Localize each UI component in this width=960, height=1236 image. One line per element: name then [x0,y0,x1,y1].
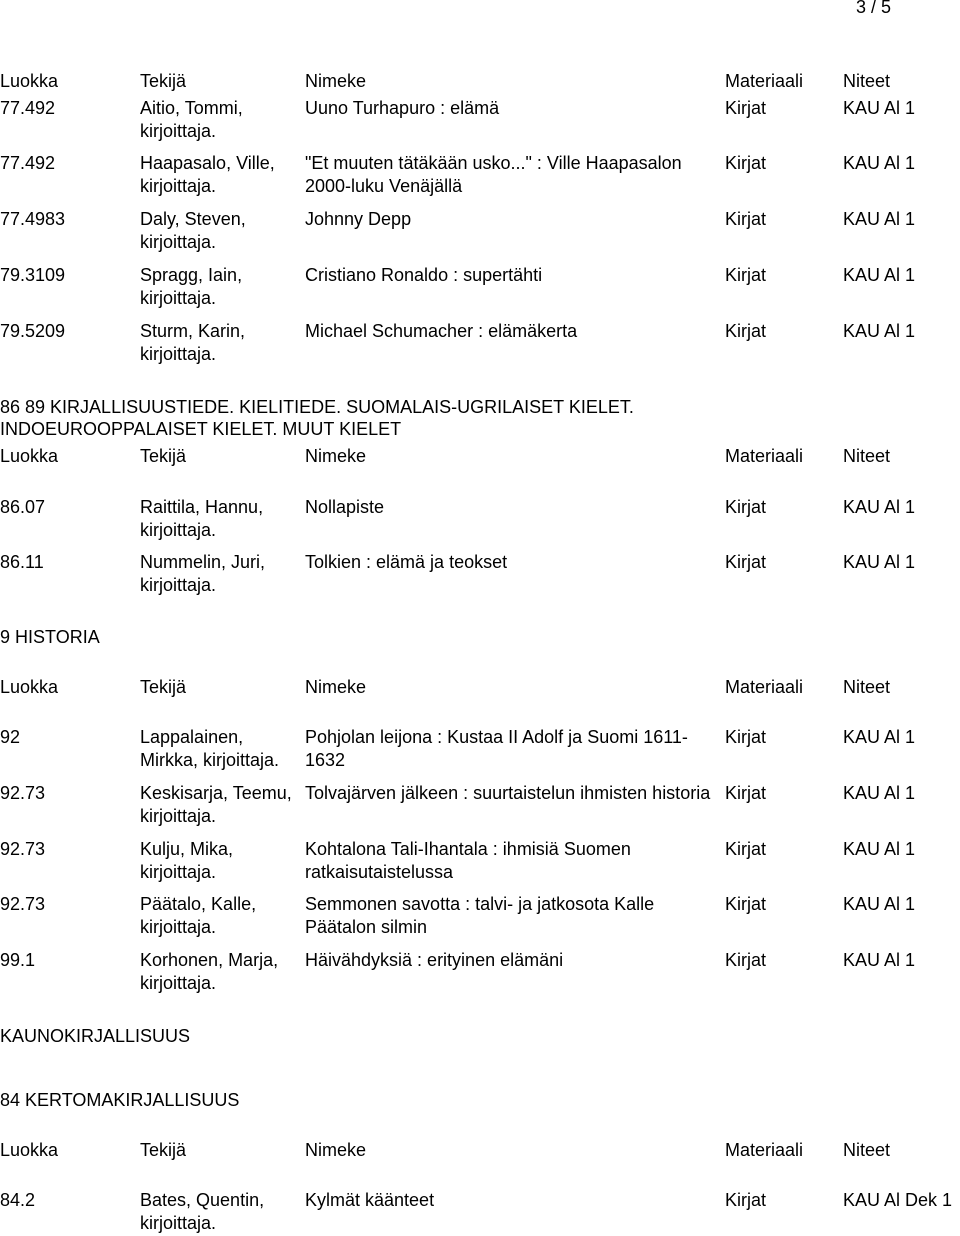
row-notes: KAU Al 1 [843,894,916,914]
row-class: 99.1 [0,950,36,970]
row-class: 86.07 [0,497,46,517]
row-class: 77.492 [0,98,56,118]
row-notes: KAU Al 1 [843,153,916,173]
row-material: Kirjat [725,950,767,970]
row-class: 92.73 [0,894,46,914]
header-material: Materiaali [725,1140,804,1160]
row-material: Kirjat [725,727,767,747]
row-author: Kulju, Mika, kirjoittaja. [140,839,234,882]
table-row [0,551,960,597]
table-row [0,726,960,772]
row-author: Lappalainen, Mirkka, kirjoittaja. [140,727,280,770]
row-author: Spragg, Iain, kirjoittaja. [140,265,243,308]
row-class: 77.4983 [0,209,66,229]
row-notes: KAU Al 1 [843,727,916,747]
table-row [0,208,960,254]
row-material: Kirjat [725,497,767,517]
row-material: Kirjat [725,894,767,914]
table-header [0,70,960,93]
header-title: Nimeke [305,71,367,91]
row-class: 92.73 [0,783,46,803]
table-row [0,320,960,366]
header-author: Tekijä [140,1140,187,1160]
row-author: Haapasalo, Ville, kirjoittaja. [140,153,275,196]
header-notes: Niteet [843,446,891,466]
row-class: 79.5209 [0,321,66,341]
row-material: Kirjat [725,839,767,859]
row-author: Nummelin, Juri, kirjoittaja. [140,552,266,595]
row-title: Michael Schumacher : elämäkerta [305,321,578,341]
row-material: Kirjat [725,783,767,803]
table-header [0,1139,960,1162]
header-title: Nimeke [305,446,367,466]
row-class: 79.3109 [0,265,66,285]
row-material: Kirjat [725,552,767,572]
header-author: Tekijä [140,677,187,697]
row-class: 92.73 [0,839,46,859]
row-notes: KAU Al 1 [843,839,916,859]
row-author: Päätalo, Kalle, kirjoittaja. [140,894,257,937]
row-class: 86.11 [0,552,44,572]
section-heading: KAUNOKIRJALLISUUS [0,1026,191,1046]
row-notes: KAU Al 1 [843,98,916,118]
row-class: 77.492 [0,153,56,173]
row-author: Korhonen, Marja, kirjoittaja. [140,950,279,993]
header-author: Tekijä [140,71,187,91]
header-class: Luokka [0,446,59,466]
header-author: Tekijä [140,446,187,466]
row-title: Kohtalona Tali-Ihantala : ihmisiä Suomen ratkaisutaistelussa [305,839,631,882]
row-notes: KAU Al 1 [843,209,916,229]
row-notes: KAU Al 1 [843,950,916,970]
row-title: Nollapiste [305,497,385,517]
header-material: Materiaali [725,677,804,697]
header-class: Luokka [0,1140,59,1160]
header-notes: Niteet [843,1140,891,1160]
row-class: 92 [0,727,21,747]
row-author: Raittila, Hannu, kirjoittaja. [140,497,264,540]
row-author: Bates, Quentin, kirjoittaja. [140,1190,265,1233]
row-title: "Et muuten tätäkään usko..." : Ville Haapasalon 2000-luku Venäjällä [305,153,682,196]
table-row [0,264,960,310]
section-heading-line1: 86 89 KIRJALLISUUSTIEDE. KIELITIEDE. SUOMALAIS-UGRILAISET KIELET. [0,397,634,417]
row-notes: KAU Al 1 [843,497,916,517]
header-class: Luokka [0,71,59,91]
header-material: Materiaali [725,71,804,91]
row-title: Johnny Depp [305,209,412,229]
row-title: Pohjolan leijona : Kustaa II Adolf ja Suomi 1611-1632 [305,727,688,770]
section-heading: 9 HISTORIA [0,627,100,647]
row-title: Häivähdyksiä : erityinen elämäni [305,950,564,970]
row-title: Kylmät käänteet [305,1190,435,1210]
row-material: Kirjat [725,209,767,229]
table-header [0,676,960,699]
row-notes: KAU Al 1 [843,265,916,285]
row-material: Kirjat [725,153,767,173]
table-row [0,949,960,995]
table-row [0,893,960,939]
row-material: Kirjat [725,321,767,341]
section-heading-line2: INDOEUROOPPALAISET KIELET. MUUT KIELET [0,419,402,439]
table-row [0,782,960,828]
header-title: Nimeke [305,1140,367,1160]
header-notes: Niteet [843,677,891,697]
row-notes: KAU Al Dek 1 [843,1190,953,1210]
row-notes: KAU Al 1 [843,552,916,572]
row-author: Aitio, Tommi, kirjoittaja. [140,98,243,141]
header-class: Luokka [0,677,59,697]
page-number: 3 / 5 [856,0,892,17]
row-class: 84.2 [0,1190,36,1210]
header-notes: Niteet [843,71,891,91]
row-material: Kirjat [725,98,767,118]
header-material: Materiaali [725,446,804,466]
section-subheading: 84 KERTOMAKIRJALLISUUS [0,1090,240,1110]
table-row [0,838,960,884]
row-title: Semmonen savotta : talvi- ja jatkosota Kalle Päätalon silmin [305,894,655,937]
table-row [0,1189,960,1235]
row-notes: KAU Al 1 [843,321,916,341]
header-title: Nimeke [305,677,367,697]
row-title: Tolvajärven jälkeen : suurtaistelun ihmisten historia [305,783,711,803]
row-author: Daly, Steven, kirjoittaja. [140,209,246,252]
row-author: Sturm, Karin, kirjoittaja. [140,321,246,364]
row-material: Kirjat [725,265,767,285]
table-row [0,496,960,542]
row-title: Cristiano Ronaldo : supertähti [305,265,543,285]
table-row [0,152,960,198]
table-header [0,445,960,468]
row-material: Kirjat [725,1190,767,1210]
row-author: Keskisarja, Teemu, kirjoittaja. [140,783,292,826]
row-notes: KAU Al 1 [843,783,916,803]
row-title: Uuno Turhapuro : elämä [305,98,500,118]
row-title: Tolkien : elämä ja teokset [305,552,508,572]
table-row [0,97,960,143]
